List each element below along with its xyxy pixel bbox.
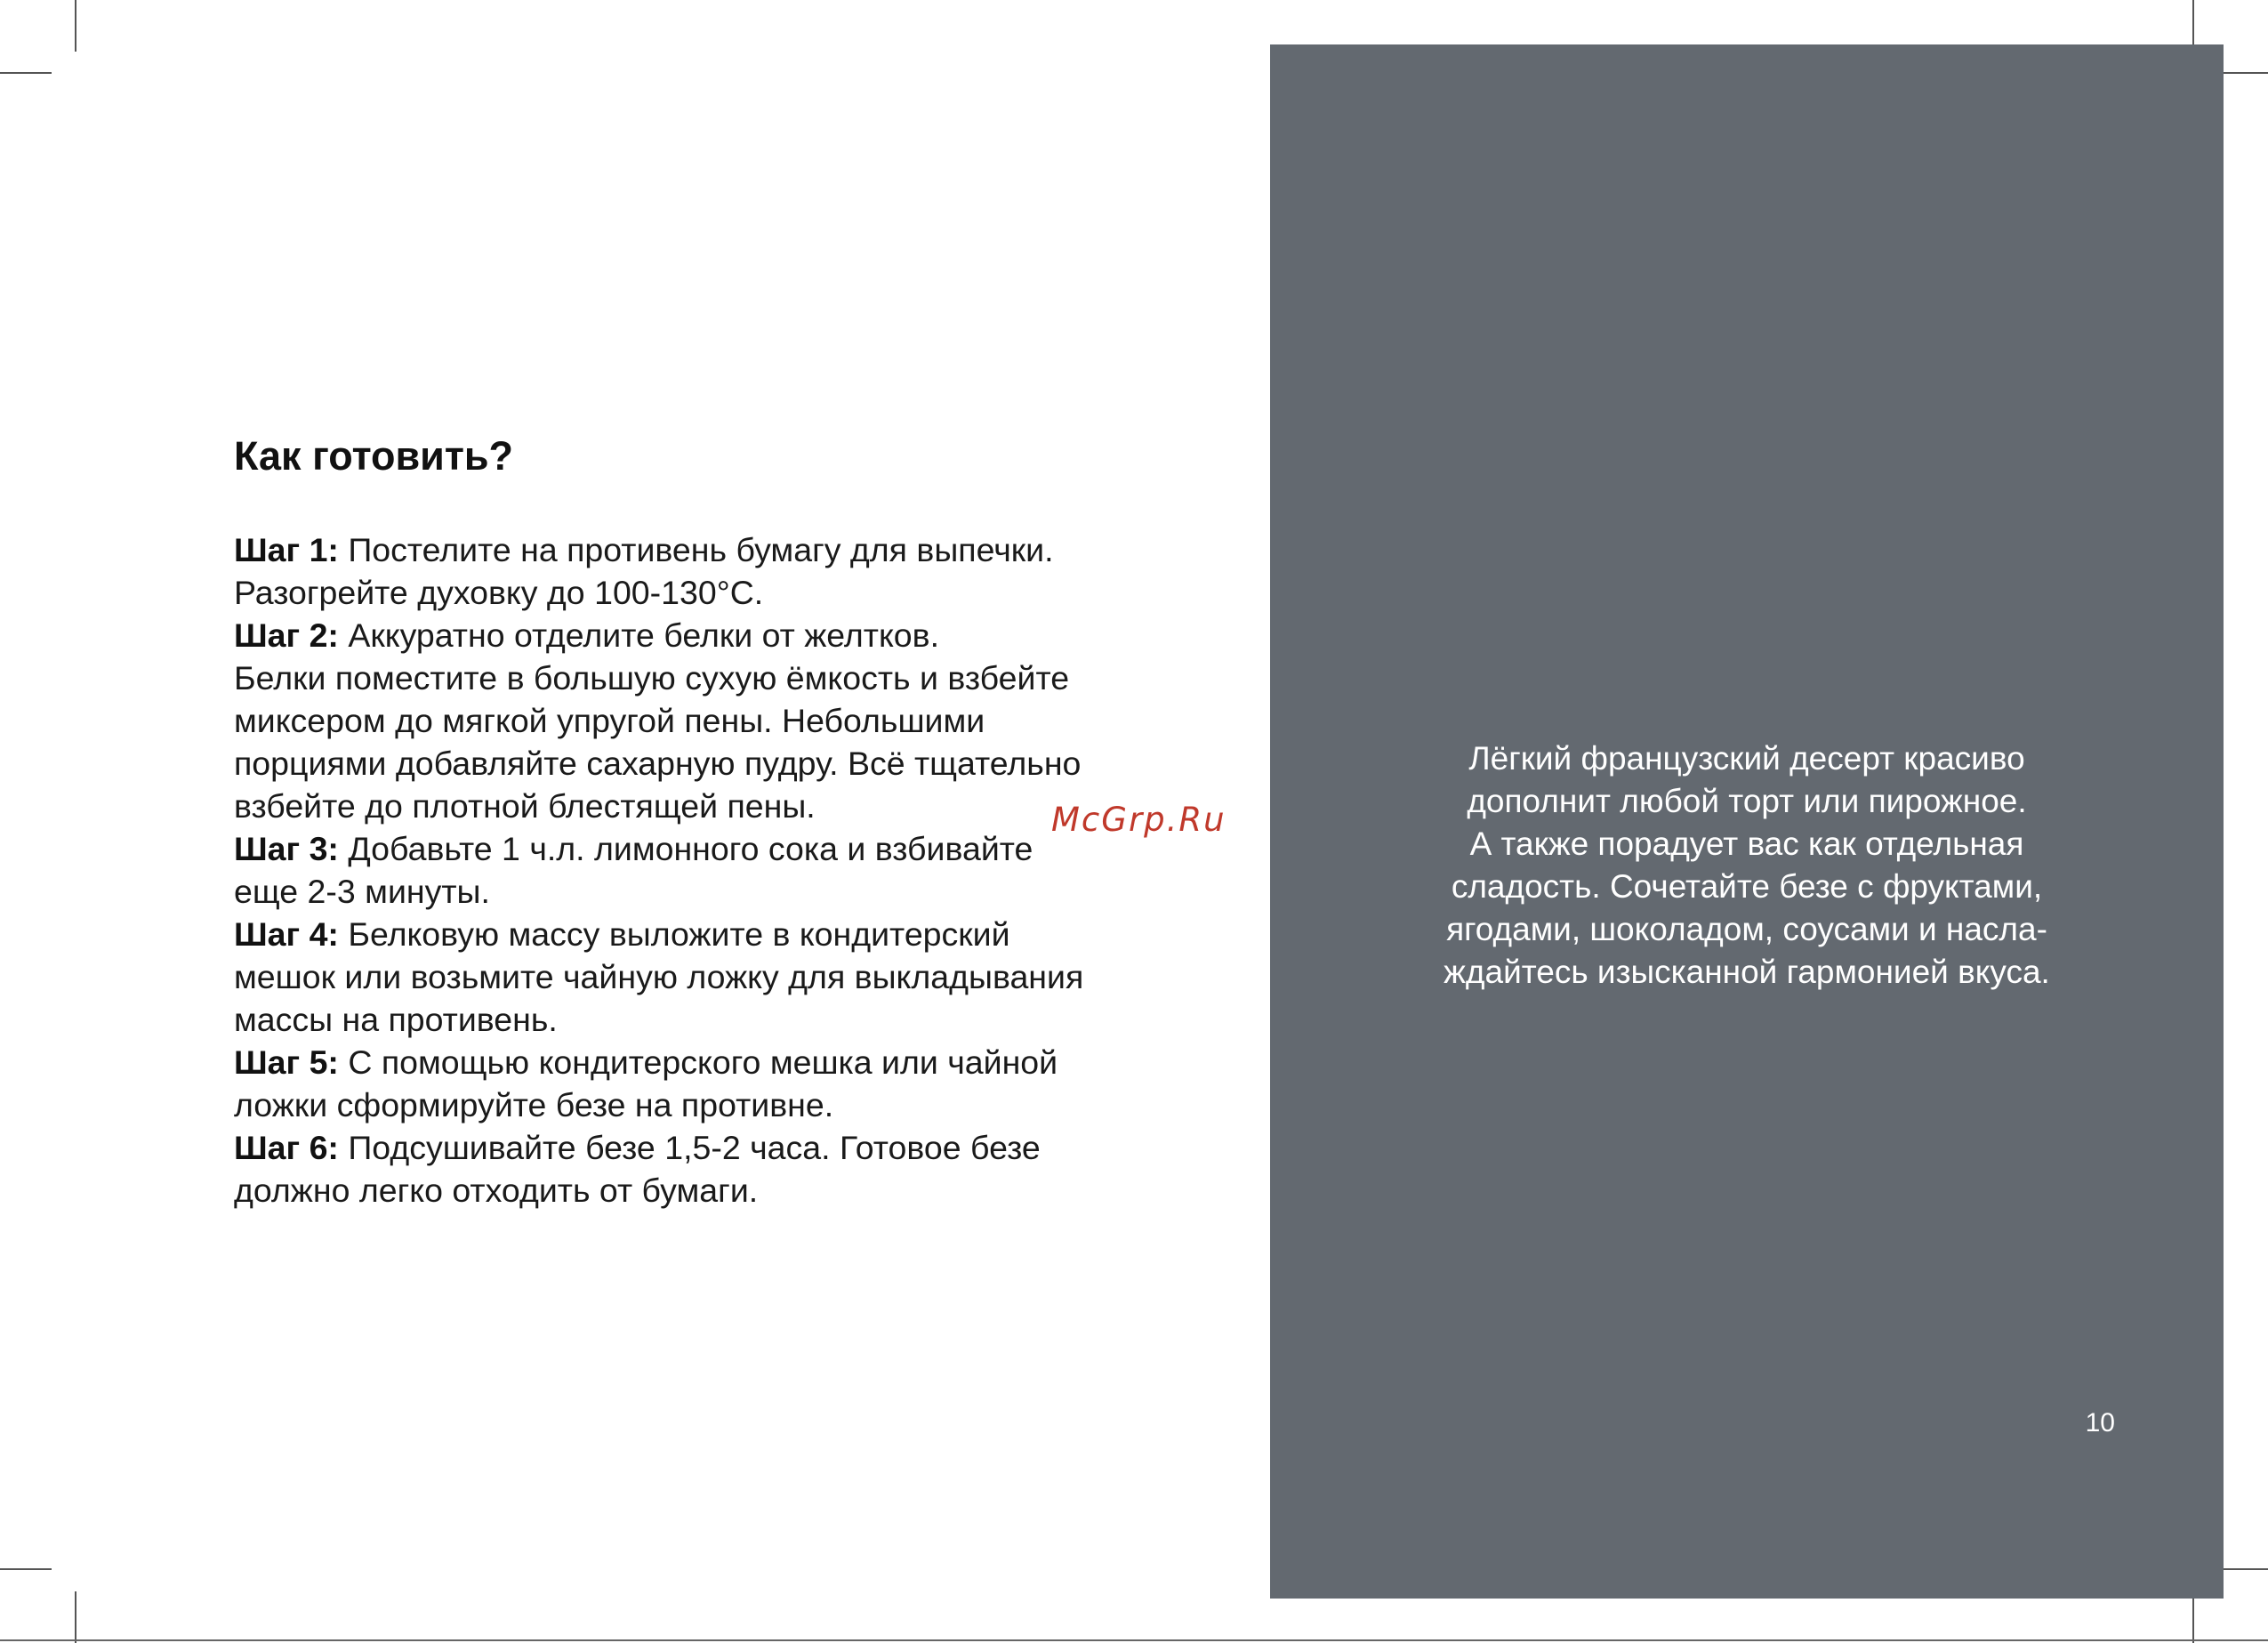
crop-mark	[2216, 1568, 2268, 1570]
step-text: порциями добавляйте сахарную пудру. Всё тщательно	[234, 745, 1082, 782]
step-text: Белковую массу выложите в кондитерский	[348, 915, 1010, 953]
step-label: Шаг 4:	[234, 915, 339, 953]
crop-mark	[75, 1591, 76, 1643]
step-text: массы на противень.	[234, 1001, 558, 1038]
step-text: С помощью кондитерского мешка или чайной	[348, 1043, 1058, 1081]
step-text: миксером до мягкой упругой пены. Небольшими	[234, 702, 985, 739]
step-label: Шаг 5:	[234, 1043, 339, 1081]
step-label: Шаг 2:	[234, 616, 339, 654]
description-line: дополнит любой торт или пирожное.	[1467, 783, 2027, 819]
step-text: Подсушивайте безе 1,5-2 часа. Готовое безе	[348, 1129, 1041, 1166]
step-label: Шаг 3:	[234, 830, 339, 867]
step-5	[234, 1041, 1248, 1126]
description-line: ягодами, шоколадом, соусами и насла-	[1446, 911, 2047, 947]
step-text: еще 2-3 минуты.	[234, 873, 490, 910]
step-text: Белки поместите в большую сухую ёмкость и взбейте	[234, 659, 1070, 697]
description-panel	[1270, 44, 2224, 1599]
crop-mark	[0, 1568, 52, 1570]
step-2	[234, 614, 1248, 827]
crop-mark	[0, 72, 52, 74]
step-label: Шаг 6:	[234, 1129, 339, 1166]
description-line: ждайтесь изысканной гармонией вкуса.	[1444, 954, 2050, 990]
step-text: мешок или возьмите чайную ложку для выкладывания	[234, 958, 1084, 995]
step-text: Постелите на противень бумагу для выпечки.	[348, 531, 1054, 568]
dessert-description	[1270, 737, 2224, 994]
step-text: Аккуратно отделите белки от желтков.	[348, 616, 939, 654]
description-line: сладость. Сочетайте безе с фруктами,	[1451, 868, 2043, 905]
steps-list	[234, 528, 1248, 1212]
step-text: Добавьте 1 ч.л. лимонного сока и взбивайте	[348, 830, 1033, 867]
page-number: 10	[2085, 1408, 2115, 1438]
page-edge-rule	[0, 1639, 2268, 1641]
crop-mark	[2216, 72, 2268, 74]
crop-mark	[75, 0, 76, 52]
step-6	[234, 1126, 1248, 1212]
step-text: взбейте до плотной блестящей пены.	[234, 787, 816, 825]
watermark: McGrp.Ru	[1051, 801, 1226, 839]
step-text: должно легко отходить от бумаги.	[234, 1172, 759, 1209]
description-line: А также порадует вас как отдельная	[1469, 826, 2024, 862]
description-line: Лёгкий французский десерт красиво	[1468, 740, 2025, 777]
step-text: ложки сформируйте безе на противне.	[234, 1086, 834, 1124]
step-label: Шаг 1:	[234, 531, 339, 568]
section-heading: Как готовить?	[234, 433, 514, 479]
step-1	[234, 528, 1248, 614]
step-4	[234, 913, 1248, 1041]
crop-mark	[2192, 1591, 2194, 1643]
step-text: Разогрейте духовку до 100-130°С.	[234, 574, 764, 611]
